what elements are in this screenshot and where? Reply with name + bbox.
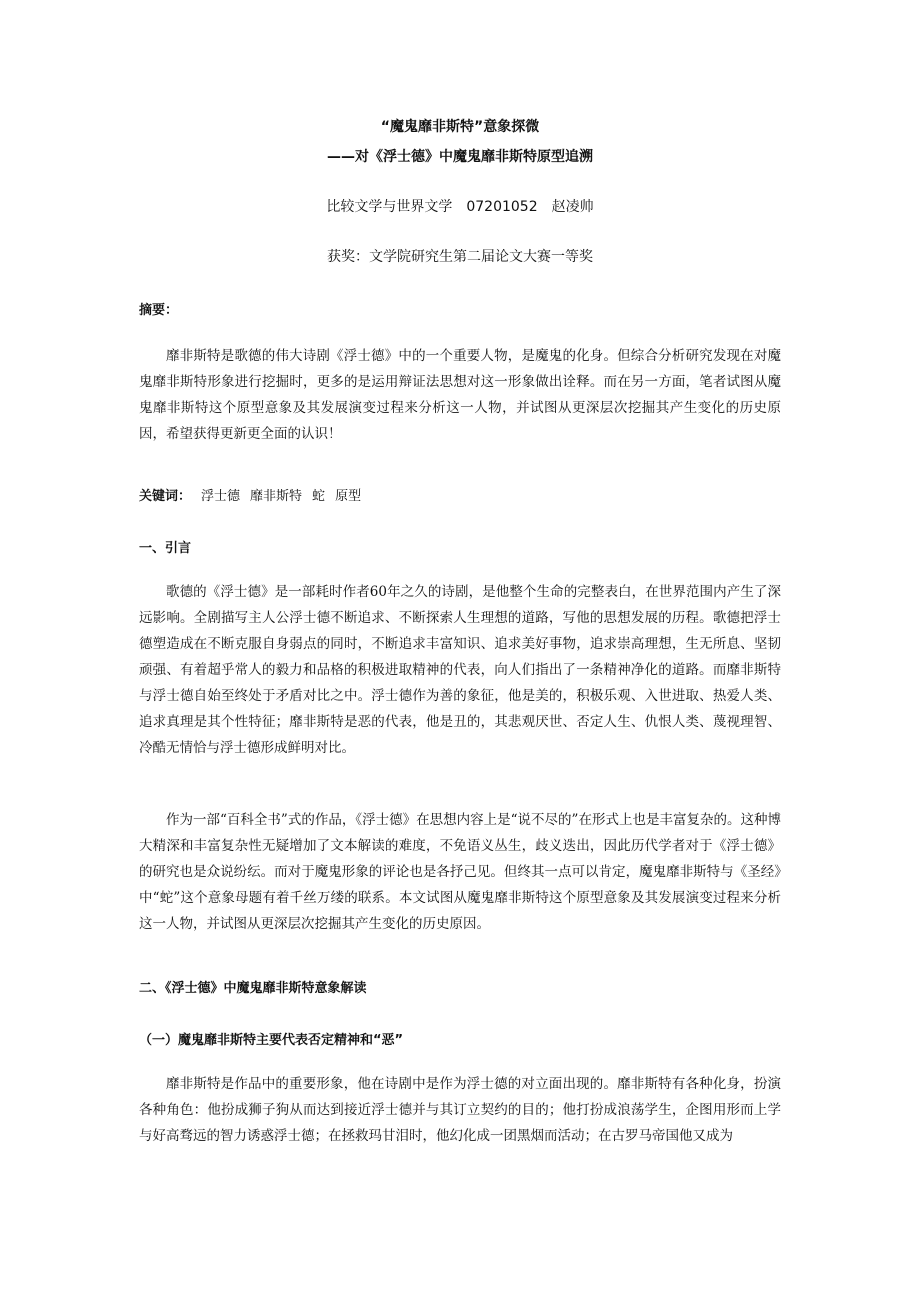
abstract-heading: 摘要： — [139, 303, 179, 318]
section1-paragraph-2: 作为一部“百科全书”式的作品，《浮士德》在思想内容上是“说不尽的”在形式上也是丰富复杂的。这种博大精深和丰富复杂性无疑增加了文本解读的难度，不免语义丛生，歧义迭出，因此历代学者对于《浮士德》的研究也是众说纷纭。而对于魔鬼形象的评论也是各抒己见。但终其一点可以肯定，魔鬼靡非斯特与《圣经》中“蛇”这个意象母题有着千丝万缕的联系。本文试图从魔鬼靡非斯特这个原型意象及其发展演变过程来分析这一人物，并试图从更深层次挖掘其产生变化的历史原因。 — [139, 812, 781, 932]
section2-heading: 二、《浮士德》中魔鬼靡非斯特意象解读 — [139, 981, 367, 996]
keyword: 蛇 — [312, 489, 326, 504]
paper-subtitle: ——对《浮士德》中魔鬼靡非斯特原型追溯 — [327, 149, 593, 165]
keyword: 原型 — [335, 489, 362, 504]
keyword: 浮士德 — [201, 489, 241, 504]
paper-title: “魔鬼靡非斯特”意象探微 — [380, 119, 540, 135]
author-name: 赵凌帅 — [551, 199, 594, 215]
section1-heading: 一、引言 — [139, 541, 192, 556]
author-id: 07201052 — [466, 199, 538, 215]
abstract-text: 靡非斯特是歌德的伟大诗剧《浮士德》中的一个重要人物，是魔鬼的化身。但综合分析研究发现在对魔鬼靡非斯特形象进行挖掘时，更多的是运用辩证法思想对这一形象做出诠释。而在另一方面，笔者试图从魔鬼靡非斯特这个原型意象及其发展演变过程来分析这一人物，并试图从更深层次挖掘其产生变化的历史原因，希望获得更新更全面的认识！ — [139, 348, 781, 442]
section2-sub1-paragraph-1: 靡非斯特是作品中的重要形象，他在诗剧中是作为浮士德的对立面出现的。靡非斯特有各种化身，扮演各种角色：他扮成狮子狗从而达到接近浮士德并与其订立契约的目的；他打扮成浪荡学生，企图用形而上学与好高骛远的智力诱惑浮士德；在拯救玛甘泪时，他幻化成一团黑烟而活动；在古罗马帝国他又成为 — [139, 1076, 781, 1144]
author-line — [0, 196, 920, 216]
section2-sub1-heading: （一）魔鬼靡非斯特主要代表否定精神和“恶” — [139, 1033, 404, 1048]
author-major: 比较文学与世界文学 — [326, 199, 453, 215]
section1-paragraph-1: 歌德的《浮士德》是一部耗时作者60年之久的诗剧，是他整个生命的完整表白，在世界范围内产生了深远影响。全剧描写主人公浮士德不断追求、不断探索人生理想的道路，写他的思想发展的历程。歌德把浮士德塑造成在不断克服自身弱点的同时，不断追求丰富知识、追求美好事物，追求崇高理想，生无所息、坚韧顽强、有着超乎常人的毅力和品格的积极进取精神的代表，向人们指出了一条精神净化的道路。而靡非斯特与浮士德自始至终处于矛盾对比之中。浮士德作为善的象征，他是美的，积极乐观、入世进取、热爱人类、追求真理是其个性特征；靡非斯特是恶的代表，他是丑的，其悲观厌世、否定人生、仇恨人类、蔑视理智、冷酷无情恰与浮士德形成鲜明对比。 — [139, 584, 781, 756]
award-line: 获奖：文学院研究生第二届论文大赛一等奖 — [327, 249, 593, 265]
keyword: 靡非斯特 — [250, 489, 303, 504]
keywords-line — [139, 485, 781, 504]
keywords-label: 关键词： — [139, 489, 192, 504]
